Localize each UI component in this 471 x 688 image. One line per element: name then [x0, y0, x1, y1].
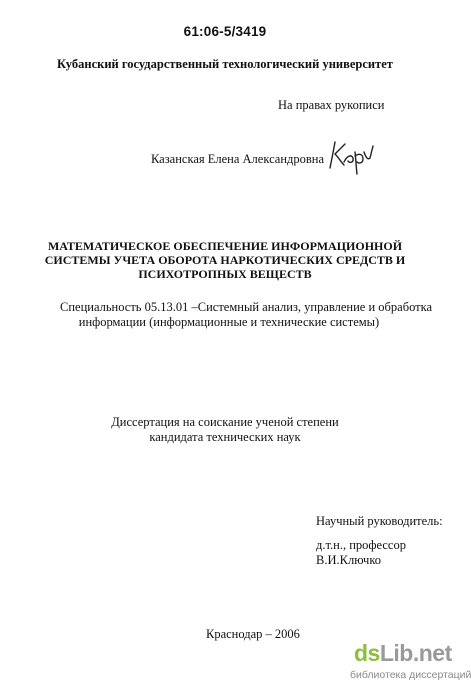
city-year: Краснодар – 2006: [206, 627, 300, 641]
specialty-line-1: Специальность 05.13.01 –Системный анализ, управление и обработка: [60, 300, 433, 314]
degree-block: [0, 415, 450, 445]
dslib-logo: dsLib.net: [354, 640, 452, 666]
title-line-3: ПСИХОТРОПНЫХ ВЕЩЕСТВ: [138, 267, 312, 281]
author-name: Казанская Елена Александровна: [151, 152, 325, 166]
title-line-2: СИСТЕМЫ УЧЕТА ОБОРОТА НАРКОТИЧЕСКИХ СРЕДСТВ И: [44, 253, 406, 267]
archive-code: 61:06-5/3419: [183, 24, 267, 39]
dslib-caption: библиотека диссертаций: [350, 669, 471, 681]
specialty-line-2: информации (информационные и технические системы): [78, 315, 380, 329]
degree-line-1: Диссертация на соискание ученой степени: [111, 415, 339, 429]
degree-line-2: кандидата технических наук: [149, 430, 301, 444]
university-name: Кубанский государственный технологический университет: [57, 57, 393, 71]
rights-note: На правах рукописи: [278, 98, 385, 112]
specialty-block: [60, 300, 433, 330]
title-line-1: МАТЕМАТИЧЕСКОЕ ОБЕСПЕЧЕНИЕ ИНФОРМАЦИОННОЙ: [47, 239, 403, 253]
dslib-watermark: [350, 640, 471, 684]
supervisor-name: В.И.Ключко: [316, 553, 382, 567]
dissertation-title: [0, 239, 450, 281]
author-signature: [326, 134, 378, 178]
supervisor-label: Научный руководитель:: [316, 514, 443, 528]
supervisor-degree: д.т.н., профессор: [316, 538, 406, 552]
